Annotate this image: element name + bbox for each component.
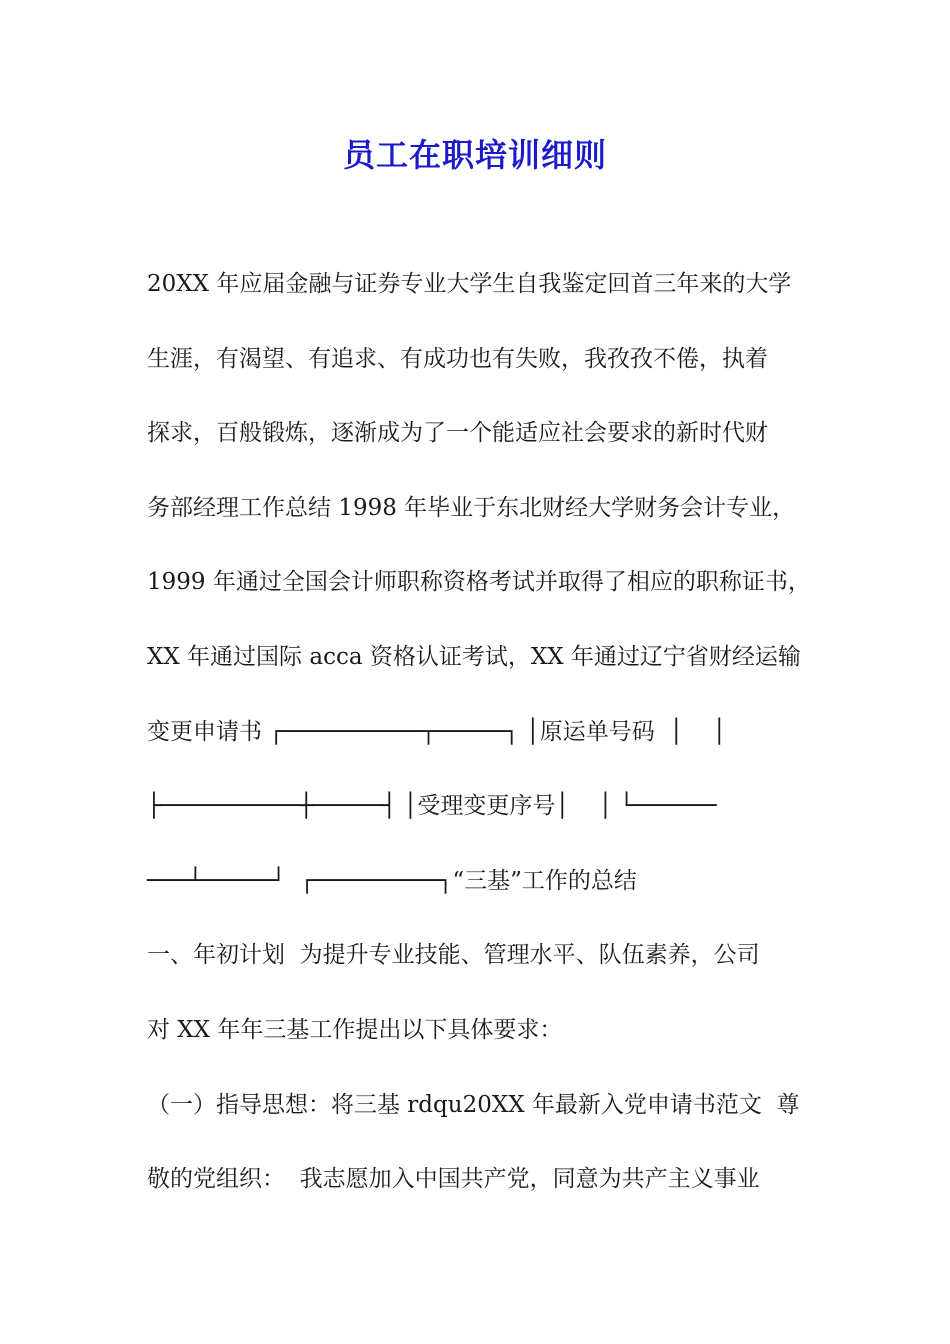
body-line: ───┴─────┘ ┌─────────┐“三基”工作的总结	[147, 867, 637, 894]
body-line: 变更申请书 ┌──────────┬─────┐ │原运单号码 │ │	[147, 718, 727, 745]
body-line: 敬的党组织： 我志愿加入中国共产党，同意为共产主义事业	[147, 1166, 760, 1193]
body-line: ├──────────┼─────┤ │受理变更序号│ │ └──────	[147, 793, 717, 820]
document-title: 员工在职培训细则	[342, 136, 607, 174]
body-line: 对 XX 年年三基工作提出以下具体要求：	[147, 1016, 563, 1043]
body-line: 1999 年通过全国会计师职称资格考试并取得了相应的职称证书，	[147, 569, 811, 596]
body-line: 生涯，有渴望、有追求、有成功也有失败，我孜孜不倦，执着	[147, 345, 768, 372]
body-line: 务部经理工作总结 1998 年毕业于东北财经大学财务会计专业，	[147, 494, 796, 521]
body-line: 20XX 年应届金融与证券专业大学生自我鉴定回首三年来的大学	[147, 271, 792, 297]
body-line: 一、年初计划 为提升专业技能、管理水平、队伍素养，公司	[147, 942, 760, 969]
body-line: （一）指导思想：将三基 rdqu20XX 年最新入党申请书范文 尊	[147, 1091, 800, 1118]
body-line: XX 年通过国际 acca 资格认证考试，XX 年通过辽宁省财经运输	[147, 643, 801, 670]
body-line: 探求，百般锻炼，逐渐成为了一个能适应社会要求的新时代财	[147, 420, 768, 447]
document-body	[147, 262, 812, 1232]
